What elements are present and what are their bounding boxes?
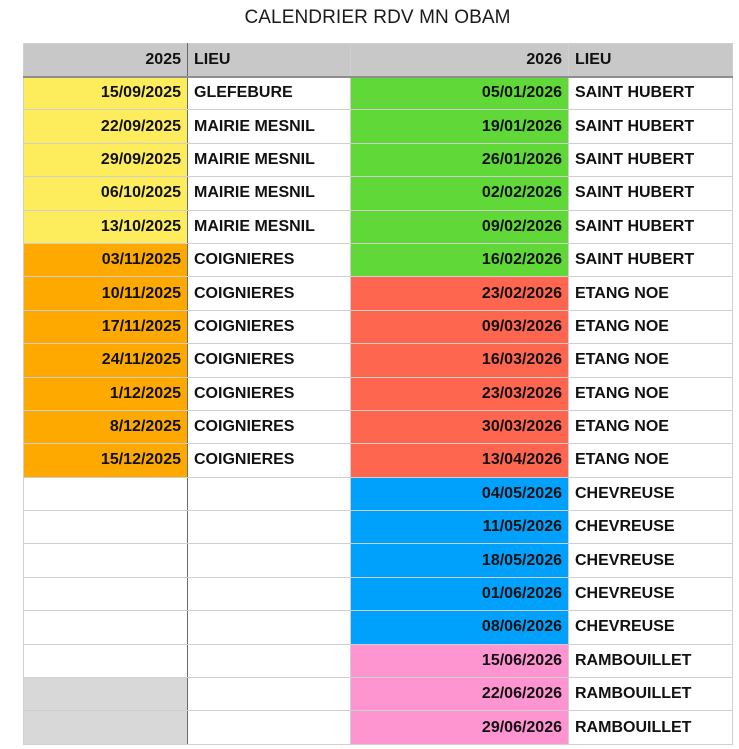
date-2026-cell[interactable]: 02/02/2026 — [351, 177, 569, 210]
date-2025-cell[interactable] — [24, 477, 188, 510]
table-row — [24, 210, 733, 243]
lieu-2026-cell[interactable]: SAINT HUBERT — [569, 77, 733, 110]
lieu-2025-cell[interactable] — [188, 577, 351, 610]
lieu-2025-cell[interactable]: GLEFEBURE — [188, 77, 351, 110]
lieu-2025-cell[interactable] — [188, 511, 351, 544]
date-2026-cell[interactable]: 16/03/2026 — [351, 344, 569, 377]
table-body — [24, 77, 733, 745]
table-row — [24, 177, 733, 210]
date-2026-cell[interactable]: 09/03/2026 — [351, 310, 569, 343]
header-row — [24, 44, 733, 77]
lieu-2026-cell[interactable]: ETANG NOE — [569, 344, 733, 377]
date-2026-cell[interactable]: 30/03/2026 — [351, 410, 569, 443]
table-row — [24, 644, 733, 677]
lieu-2025-cell[interactable]: COIGNIERES — [188, 243, 351, 276]
date-2026-cell[interactable]: 19/01/2026 — [351, 110, 569, 143]
lieu-2025-cell[interactable] — [188, 711, 351, 744]
table-row — [24, 243, 733, 276]
lieu-2026-cell[interactable]: ETANG NOE — [569, 377, 733, 410]
table-row — [24, 410, 733, 443]
lieu-2026-cell[interactable]: SAINT HUBERT — [569, 210, 733, 243]
date-2026-cell[interactable]: 26/01/2026 — [351, 143, 569, 176]
date-2026-cell[interactable]: 01/06/2026 — [351, 577, 569, 610]
lieu-2025-cell[interactable] — [188, 678, 351, 711]
lieu-2026-cell[interactable]: SAINT HUBERT — [569, 243, 733, 276]
table-row — [24, 143, 733, 176]
lieu-2026-cell[interactable]: RAMBOUILLET — [569, 678, 733, 711]
date-2026-cell[interactable]: 22/06/2026 — [351, 678, 569, 711]
date-2026-cell[interactable]: 11/05/2026 — [351, 511, 569, 544]
date-2025-cell[interactable]: 13/10/2025 — [24, 210, 188, 243]
lieu-2026-cell[interactable]: CHEVREUSE — [569, 544, 733, 577]
lieu-2026-cell[interactable]: ETANG NOE — [569, 310, 733, 343]
date-2025-cell[interactable]: 17/11/2025 — [24, 310, 188, 343]
date-2026-cell[interactable]: 13/04/2026 — [351, 444, 569, 477]
date-2025-cell[interactable]: 10/11/2025 — [24, 277, 188, 310]
date-2025-cell[interactable] — [24, 544, 188, 577]
date-2025-cell[interactable] — [24, 577, 188, 610]
lieu-2025-cell[interactable]: MAIRIE MESNIL — [188, 143, 351, 176]
lieu-2025-cell[interactable]: COIGNIERES — [188, 344, 351, 377]
date-2026-cell[interactable]: 18/05/2026 — [351, 544, 569, 577]
date-2026-cell[interactable]: 04/05/2026 — [351, 477, 569, 510]
table-row — [24, 77, 733, 110]
lieu-2025-cell[interactable]: COIGNIERES — [188, 377, 351, 410]
lieu-2026-cell[interactable]: SAINT HUBERT — [569, 177, 733, 210]
date-2025-cell[interactable] — [24, 678, 188, 711]
date-2025-cell[interactable]: 1/12/2025 — [24, 377, 188, 410]
date-2025-cell[interactable] — [24, 644, 188, 677]
table-row — [24, 110, 733, 143]
header-2025[interactable]: 2025 — [24, 44, 188, 77]
table-row — [24, 344, 733, 377]
lieu-2026-cell[interactable]: SAINT HUBERT — [569, 143, 733, 176]
lieu-2026-cell[interactable]: RAMBOUILLET — [569, 644, 733, 677]
header-lieu-2025[interactable]: LIEU — [188, 44, 351, 77]
lieu-2026-cell[interactable]: CHEVREUSE — [569, 477, 733, 510]
lieu-2025-cell[interactable]: MAIRIE MESNIL — [188, 210, 351, 243]
lieu-2025-cell[interactable] — [188, 544, 351, 577]
lieu-2025-cell[interactable]: MAIRIE MESNIL — [188, 110, 351, 143]
date-2025-cell[interactable]: 03/11/2025 — [24, 243, 188, 276]
lieu-2025-cell[interactable] — [188, 644, 351, 677]
table-row — [24, 444, 733, 477]
lieu-2025-cell[interactable] — [188, 477, 351, 510]
date-2026-cell[interactable]: 15/06/2026 — [351, 644, 569, 677]
lieu-2025-cell[interactable]: COIGNIERES — [188, 310, 351, 343]
table-row — [24, 544, 733, 577]
date-2025-cell[interactable]: 29/09/2025 — [24, 143, 188, 176]
table-row — [24, 511, 733, 544]
lieu-2026-cell[interactable]: ETANG NOE — [569, 277, 733, 310]
table-row — [24, 277, 733, 310]
lieu-2025-cell[interactable]: COIGNIERES — [188, 277, 351, 310]
date-2025-cell[interactable]: 15/12/2025 — [24, 444, 188, 477]
lieu-2025-cell[interactable]: COIGNIERES — [188, 410, 351, 443]
date-2025-cell[interactable]: 06/10/2025 — [24, 177, 188, 210]
date-2025-cell[interactable] — [24, 711, 188, 744]
date-2025-cell[interactable]: 15/09/2025 — [24, 77, 188, 110]
lieu-2026-cell[interactable]: SAINT HUBERT — [569, 110, 733, 143]
date-2026-cell[interactable]: 23/02/2026 — [351, 277, 569, 310]
lieu-2025-cell[interactable] — [188, 611, 351, 644]
lieu-2026-cell[interactable]: CHEVREUSE — [569, 511, 733, 544]
lieu-2026-cell[interactable]: ETANG NOE — [569, 410, 733, 443]
lieu-2026-cell[interactable]: CHEVREUSE — [569, 611, 733, 644]
header-2026[interactable]: 2026 — [351, 44, 569, 77]
date-2026-cell[interactable]: 08/06/2026 — [351, 611, 569, 644]
table-row — [24, 577, 733, 610]
date-2025-cell[interactable]: 22/09/2025 — [24, 110, 188, 143]
lieu-2026-cell[interactable]: RAMBOUILLET — [569, 711, 733, 744]
lieu-2026-cell[interactable]: CHEVREUSE — [569, 577, 733, 610]
table-row — [24, 477, 733, 510]
lieu-2025-cell[interactable]: COIGNIERES — [188, 444, 351, 477]
date-2025-cell[interactable] — [24, 511, 188, 544]
table-row — [24, 310, 733, 343]
date-2026-cell[interactable]: 09/02/2026 — [351, 210, 569, 243]
table-row — [24, 711, 733, 744]
date-2025-cell[interactable]: 8/12/2025 — [24, 410, 188, 443]
sheet-title: CALENDRIER RDV MN OBAM — [244, 7, 511, 28]
date-2026-cell[interactable]: 23/03/2026 — [351, 377, 569, 410]
calendar-table — [23, 43, 733, 745]
date-2025-cell[interactable] — [24, 611, 188, 644]
table-row — [24, 611, 733, 644]
date-2026-cell[interactable]: 16/02/2026 — [351, 243, 569, 276]
table-row — [24, 678, 733, 711]
lieu-2026-cell[interactable]: ETANG NOE — [569, 444, 733, 477]
date-2026-cell[interactable]: 05/01/2026 — [351, 77, 569, 110]
table-row — [24, 377, 733, 410]
lieu-2025-cell[interactable]: MAIRIE MESNIL — [188, 177, 351, 210]
header-lieu-2026[interactable]: LIEU — [569, 44, 733, 77]
date-2026-cell[interactable]: 29/06/2026 — [351, 711, 569, 744]
date-2025-cell[interactable]: 24/11/2025 — [24, 344, 188, 377]
